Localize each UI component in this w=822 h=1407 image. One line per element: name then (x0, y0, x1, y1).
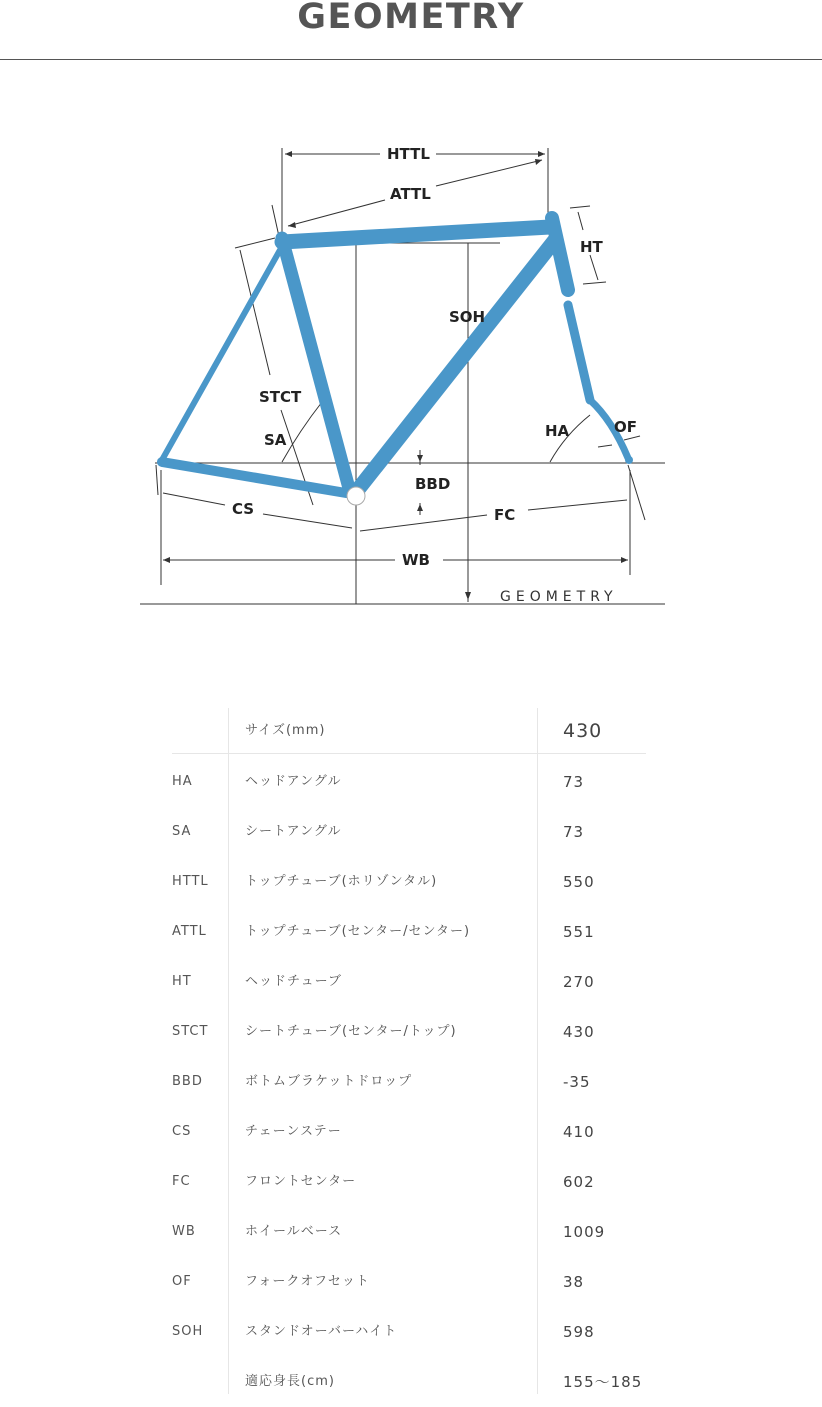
label-of: OF (614, 418, 637, 436)
label-wb: WB (402, 551, 430, 569)
header-size-label: サイズ(mm) (245, 723, 326, 738)
row-name: ヘッドチューブ (245, 974, 342, 989)
row-name: シートチューブ(センター/トップ) (245, 1024, 457, 1039)
label-ht: HT (580, 238, 603, 256)
table-row (0, 857, 822, 907)
label-fc: FC (494, 506, 516, 524)
row-name: フロントセンター (245, 1174, 357, 1189)
row-name: チェーンステー (245, 1124, 342, 1139)
top-tube (282, 227, 550, 242)
table-row (0, 757, 822, 807)
rear-dropout (158, 459, 164, 465)
row-code: BBD (172, 1074, 203, 1089)
table-row (0, 807, 822, 857)
table-row (0, 1357, 822, 1407)
row-name: ヘッドアングル (245, 774, 342, 789)
row-value: 1009 (563, 1223, 606, 1241)
row-value: -35 (563, 1073, 591, 1091)
row-name: シートアングル (245, 824, 342, 839)
row-code: CS (172, 1124, 192, 1139)
row-code: ATTL (172, 924, 207, 939)
row-name: トップチューブ(センター/センター) (245, 924, 471, 939)
label-sa: SA (264, 431, 287, 449)
chain-stay (162, 462, 346, 493)
geometry-diagram (0, 100, 822, 640)
row-value: 430 (563, 1023, 595, 1041)
down-tube (356, 240, 555, 492)
row-value: 598 (563, 1323, 595, 1341)
table-row (0, 1007, 822, 1057)
row-value: 550 (563, 873, 595, 891)
row-value: 38 (563, 1273, 585, 1291)
row-value: 155〜185 (563, 1373, 643, 1391)
row-value: 73 (563, 773, 585, 791)
row-name: スタンドオーバーハイト (245, 1324, 398, 1339)
front-dropout (625, 456, 633, 464)
table-header-row (0, 706, 822, 756)
label-stct: STCT (259, 388, 302, 406)
row-name: トップチューブ(ホリゾンタル) (245, 874, 438, 889)
seat-stay (162, 250, 280, 460)
row-code: HT (172, 974, 192, 989)
bottom-bracket (347, 487, 365, 505)
label-httl: HTTL (387, 145, 430, 163)
label-cs: CS (232, 500, 255, 518)
row-value: 602 (563, 1173, 595, 1191)
row-code: STCT (172, 1024, 209, 1039)
table-row (0, 1107, 822, 1157)
row-name: 適応身長(cm) (245, 1374, 335, 1389)
row-code: WB (172, 1224, 196, 1239)
row-code: HTTL (172, 874, 209, 889)
row-name: フォークオフセット (245, 1274, 370, 1289)
title-divider (0, 59, 822, 60)
row-value: 410 (563, 1123, 595, 1141)
fork-upper (568, 305, 590, 400)
row-name: ボトムブラケットドロップ (245, 1074, 413, 1089)
table-row (0, 1257, 822, 1307)
label-ha: HA (545, 422, 570, 440)
row-code: OF (172, 1274, 192, 1289)
row-value: 551 (563, 923, 595, 941)
head-tube (552, 218, 568, 290)
label-attl: ATTL (390, 185, 431, 203)
table-row (0, 957, 822, 1007)
row-value: 270 (563, 973, 595, 991)
row-code: SA (172, 824, 192, 839)
label-soh: SOH (449, 308, 486, 326)
row-code: HA (172, 774, 193, 789)
header-size-value: 430 (563, 720, 603, 742)
bike-frame-diagram (0, 100, 822, 640)
row-code: SOH (172, 1324, 204, 1339)
diagram-caption: GEOMETRY (500, 589, 618, 605)
table-row (0, 1057, 822, 1107)
row-value: 73 (563, 823, 585, 841)
row-code: FC (172, 1174, 191, 1189)
seat-tube (282, 238, 350, 492)
table-row (0, 907, 822, 957)
table-row (0, 1207, 822, 1257)
label-bbd: BBD (415, 475, 451, 493)
table-row (0, 1157, 822, 1207)
page-title: GEOMETRY (297, 0, 525, 37)
row-name: ホイールベース (245, 1224, 343, 1239)
table-row (0, 1307, 822, 1357)
